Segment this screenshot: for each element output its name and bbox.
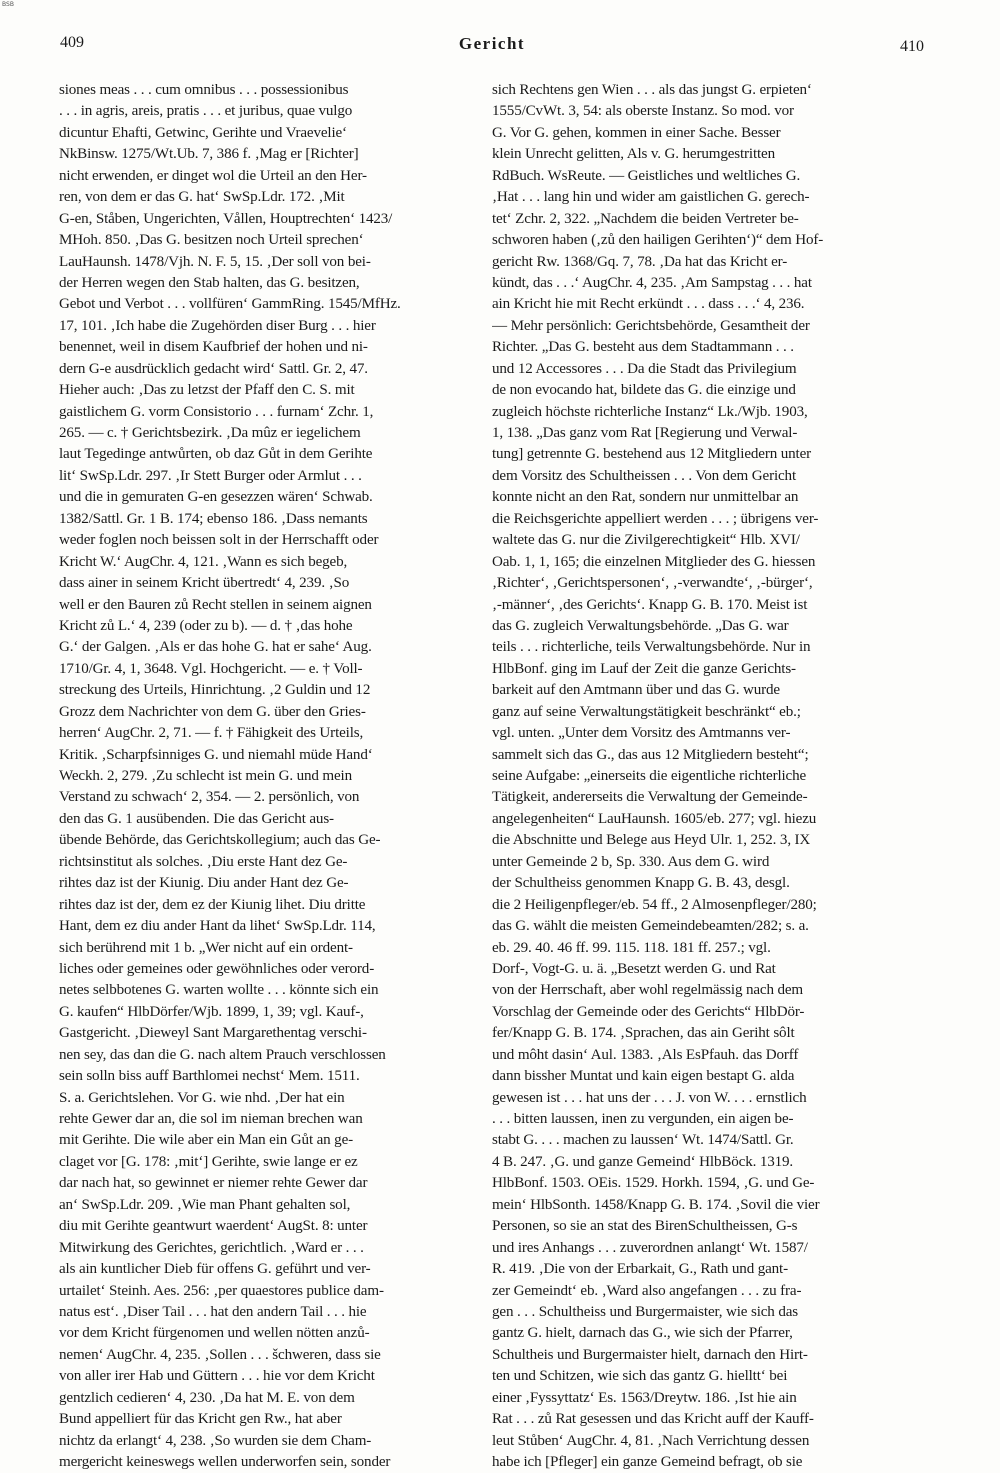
text-line: gentzlich cedieren‘ 4, 230. ‚Da hat M. E. von dem xyxy=(59,1389,355,1406)
text-line: als ain kuntlicher Dieb für offens G. geführt und ver- xyxy=(59,1261,371,1278)
text-line: Richter. „Das G. besteht aus dem Stadtammann . . . xyxy=(492,339,794,356)
text-line: Gebot und Verbot . . . vollfüren‘ GammRing. 1545/MfHz. xyxy=(59,296,401,313)
text-line: lit‘ SwSp.Ldr. 297. ‚Ir Stett Burger oder Armlut . . . xyxy=(59,467,362,484)
text-line: MHoh. 850. ‚Das G. besitzen noch Urteil sprechen‘ xyxy=(59,232,364,249)
text-line: de non evocando hat, bildete das G. die einzige und xyxy=(492,382,796,399)
text-line: die Reichsgerichte appelliert werden . . . ; übrigens ver- xyxy=(492,510,819,527)
text-line: ‚Hat . . . lang hin und wider am gaistlichen G. gerech- xyxy=(492,189,810,206)
text-line: Verstand zu schwach‘ 2, 354. — 2. persönlich, von xyxy=(59,789,360,806)
text-line: von der Herrschaft, aber wohl regelmässig nach dem xyxy=(492,982,804,999)
text-line: dar nach hat, so gewinnet er niemer rehte Gewer dar xyxy=(59,1175,368,1192)
right-column xyxy=(492,80,922,1473)
text-line: weder foglen noch beissen solt in der Herrschafft oder xyxy=(59,532,379,549)
text-line: 1555/CvWt. 3, 54: als oberste Instanz. So mod. vor xyxy=(492,103,794,120)
text-line: und die in gemuraten G-en gesezzen wären‘ Schwab. xyxy=(59,489,373,506)
text-line: und 12 Accessores . . . Da die Stadt das Privilegium xyxy=(492,360,797,377)
text-line: S. a. Gerichtslehen. Vor G. wie nhd. ‚Der hat ein xyxy=(59,1089,345,1106)
text-line: laut Tegedinge antwůrten, ob daz Gůt in dem Gerihte xyxy=(59,446,373,463)
text-line: kündt, das . . .‘ AugChr. 4, 235. ‚Am Sampstag . . . hat xyxy=(492,274,812,291)
text-line: gantz G. hielt, darnach das G., wie sich der Pfarrer, xyxy=(492,1325,793,1342)
text-line: unter Gemeinde 2 b, Sp. 330. Aus dem G. wird xyxy=(492,853,770,870)
text-line: vor dem Kricht fürgenomen und wellen nötten anzů- xyxy=(59,1325,370,1342)
text-line: dem Vorsitz des Schultheissen . . . Von dem Gericht xyxy=(492,467,796,484)
text-line: stabt G. . . . machen zu laussen‘ Wt. 1474/Sattl. Gr. xyxy=(492,1132,794,1149)
text-line: dann bissher Muntat und kain eigen bestapt G. alda xyxy=(492,1068,795,1085)
text-line: von aller irer Hab und Güttern . . . hie vor dem Kricht xyxy=(59,1368,375,1385)
text-line: 1, 138. „Das ganz vom Rat [Regierung und Verwal- xyxy=(492,425,798,441)
text-line: — Mehr persönlich: Gerichtsbehörde, Gesamtheit der xyxy=(492,317,810,334)
text-line: claget vor [G. 178: ‚mit‘] Gerihte, swie lange er ez xyxy=(59,1153,358,1170)
text-line: G. Vor G. gehen, kommen in einer Sache. Besser xyxy=(492,124,781,141)
text-line: dicuntur Ehafti, Getwinc, Gerihte und Vraevelie‘ xyxy=(59,124,347,141)
text-line: dass ainer in seinem Kricht übertredt‘ 4, 239. ‚So xyxy=(59,575,350,592)
page-header xyxy=(60,34,924,58)
text-line: vgl. unten. „Unter dem Vorsitz des Amtmanns ver- xyxy=(492,725,791,742)
text-line: Schultheis und Burgermaister hielt, darnach den Hirt- xyxy=(492,1346,808,1363)
text-line: Bund appelliert für das Kricht gen Rw., hat aber xyxy=(59,1411,342,1428)
text-line: und môht dasin‘ Aul. 1383. ‚Als EsPfauh. das Dorff xyxy=(492,1046,799,1063)
text-line: Kritik. ‚Scharpfsinniges G. und niemahl müde Hand‘ xyxy=(59,746,373,763)
text-line: Hieher auch: ‚Das zu letzst der Pfaff den C. S. mit xyxy=(59,382,355,399)
text-line: netes selbbotenes G. warten wollte . . . könnte sich ein xyxy=(59,982,379,999)
text-line: herren‘ AugChr. 2, 71. — f. † Fähigkeit des Urteils, xyxy=(59,725,364,742)
left-column xyxy=(59,80,479,1473)
text-line: NkBinsw. 1275/Wt.Ub. 7, 386 f. ‚Mag er [Richter] xyxy=(59,146,359,163)
text-line: 265. — c. † Gerichtsbezirk. ‚Da mûz er iegelichem xyxy=(59,425,361,441)
text-line: 1710/Gr. 4, 1, 3648. Vgl. Hochgericht. — e. † Voll- xyxy=(59,660,363,677)
text-line: Hant, dem ez diu ander Hant da lihet‘ SwSp.Ldr. 114, xyxy=(59,918,376,935)
text-line: Rat . . . zů Rat gesessen und das Kricht auff der Kauff- xyxy=(492,1411,814,1428)
text-line: nemen‘ AugChr. 4, 235. ‚Sollen . . . šchweren, dass sie xyxy=(59,1346,381,1363)
text-line: LauHaunsh. 1478/Vjh. N. F. 5, 15. ‚Der soll von bei- xyxy=(59,253,371,270)
text-line: ‚-männer‘, ‚des Gerichts‘. Knapp G. B. 170. Meist ist xyxy=(492,596,808,613)
text-line: Kricht zů L.‘ 4, 239 (oder zu b). — d. † ‚das hohe xyxy=(59,617,353,634)
text-line: nen sey, das dan die G. nach altem Prauch verschlossen xyxy=(59,1046,386,1063)
text-line: teils . . . richterliche, teils Verwaltungsbehörde. Nur in xyxy=(492,639,811,656)
library-stamp: BSB xyxy=(2,1,14,8)
page-number-right: 410 xyxy=(900,38,924,55)
text-line: diu mit Gerihte geantwurt waerdent‘ AugSt. 8: unter xyxy=(59,1218,368,1235)
text-line: dern G-e ausdrücklich gedacht wird‘ Sattl. Gr. 2, 47. xyxy=(59,360,368,377)
text-line: die Abschnitte und Belege aus Heyd Ulr. 1, 252. 3, IX xyxy=(492,832,811,849)
text-line: G.‘ der Galgen. ‚Als er das hohe G. hat er sahe‘ Aug. xyxy=(59,639,372,656)
text-line: 1382/Sattl. Gr. 1 B. 174; ebenso 186. ‚Dass nemants xyxy=(59,510,368,527)
text-line: gen . . . Schultheiss und Burgermaister, wie sich das xyxy=(492,1303,798,1320)
text-line: Oab. 1, 1, 165; die einzelnen Mitglieder des G. hiessen xyxy=(492,553,816,570)
text-line: HlbBonf. 1503. OEis. 1529. Horkh. 1594, ‚G. und Ge- xyxy=(492,1175,815,1192)
text-line: sammelt sich das G., das aus 12 Mitgliedern besteht“; xyxy=(492,746,809,763)
text-line: barkeit auf den Amtmann über und das G. wurde xyxy=(492,682,780,699)
text-line: das G. wählt die meisten Gemeindebeamten/282; s. a. xyxy=(492,918,809,935)
text-line: mergericht keineswegs wellen underworfen sein, sonder xyxy=(59,1454,391,1470)
text-line: urtailet‘ Steinh. Aes. 256: ‚per quaestores publice dam- xyxy=(59,1282,384,1299)
text-line: einer ‚Fyssyttatz‘ Es. 1563/Dreytw. 186. ‚Ist hie ain xyxy=(492,1389,797,1406)
text-line: Mitwirkung des Gerichtes, gerichtlich. ‚Ward er . . . xyxy=(59,1239,364,1256)
text-line: angelegenheiten“ LauHaunsh. 1605/eb. 277; vgl. hiezu xyxy=(492,810,817,827)
text-line: Gastgericht. ‚Dieweyl Sant Margarethentag verschi- xyxy=(59,1025,367,1042)
text-line: die 2 Heiligenpfleger/eb. 54 ff., 2 Almosenpfleger/280; xyxy=(492,896,817,913)
text-line: Weckh. 2, 279. ‚Zu schlecht ist mein G. und mein xyxy=(59,768,352,784)
text-line: Dorf-, Vogt-G. u. ä. „Besetzt werden G. und Rat xyxy=(492,960,776,977)
text-line: tung] getrennte G. bestehend aus 12 Mitgliedern unter xyxy=(492,446,811,463)
text-line: Tätigkeit, andererseits die Verwaltung der Gemeinde- xyxy=(492,789,808,806)
text-line: und ires Anhangs . . . zuverordnen anlangt‘ Wt. 1587/ xyxy=(492,1239,808,1256)
text-line: 17, 101. ‚Ich habe die Zugehörden diser Burg . . . hier xyxy=(59,317,376,334)
text-line: rihtes daz ist der Kiunig. Diu ander Hant dez Ge- xyxy=(59,875,349,892)
text-line: leut Stůben‘ AugChr. 4, 81. ‚Nach Verrichtung dessen xyxy=(492,1432,810,1449)
text-line: . . . in agris, areis, pratis . . . et juribus, quae vulgo xyxy=(59,103,353,120)
text-line: konnte nicht an den Rat, sondern nur unmittelbar an xyxy=(492,489,799,506)
text-line: RdBuch. WsReute. — Geistliches und weltliches G. xyxy=(492,167,801,184)
text-line: well er den Bauren zů Recht stellen in seinem aignen xyxy=(59,596,372,613)
text-line: fer/Knapp G. B. 174. ‚Sprachen, das ain Geriht sôlt xyxy=(492,1025,795,1042)
text-line: rihtes daz ist der, dem ez der Kiunig lihet. Diu dritte xyxy=(59,896,366,913)
text-line: richtsinstitut als solches. ‚Diu erste Hant dez Ge- xyxy=(59,853,348,870)
text-line: zugleich höchste richterliche Instanz“ Lk./Wjb. 1903, xyxy=(492,403,808,420)
text-line: an‘ SwSp.Ldr. 209. ‚Wie man Phant gehalten sol, xyxy=(59,1196,351,1213)
text-line: den das G. 1 ausübenden. Die das Gericht aus- xyxy=(59,810,334,827)
text-line: waltete das G. nur die Zivilgerechtigkeit“ Hlb. XVI/ xyxy=(492,532,800,549)
text-line: gaistlichem G. vorm Consistorio . . . furnam‘ Zchr. 1, xyxy=(59,403,374,420)
text-line: seine Aufgabe: „einerseits die eigentliche richterliche xyxy=(492,768,807,784)
text-line: sich Rechtens gen Wien . . . als das jungst G. erpieten‘ xyxy=(492,82,812,98)
text-line: Personen, so sie an stat des BirenSchultheissen, G-s xyxy=(492,1218,798,1235)
text-line: . . . bitten laussen, inen zu vergunden, ein aigen be- xyxy=(492,1111,794,1127)
text-line: ‚Richter‘, ‚Gerichtspersonen‘, ‚-verwandte‘, ‚-bürger‘, xyxy=(492,575,813,592)
text-line: sich berührend mit 1 b. „Wer nicht auf ein ordent- xyxy=(59,939,353,956)
text-line: mit Gerihte. Die wile aber ein Man ein Gůt an ge- xyxy=(59,1132,354,1149)
text-line: G. kaufen“ HlbDörfer/Wjb. 1899, 1, 39; vgl. Kauf-, xyxy=(59,1003,364,1020)
text-line: Grozz dem Nachrichter von dem G. über den Gries- xyxy=(59,703,366,720)
text-line: liches oder gemeines oder gewöhnliches oder verord- xyxy=(59,960,375,977)
text-line: ganz auf seine Verwaltungstätigkeit beschränkt“ eb.; xyxy=(492,703,801,720)
text-line: ten und Schitzen, wie sich das gantz G. hielltt‘ bei xyxy=(492,1368,788,1385)
text-line: streckung des Urteils, Hinrichtung. ‚2 Guldin und 12 xyxy=(59,682,371,699)
text-line: tet‘ Zchr. 2, 322. „Nachdem die beiden Vertreter be- xyxy=(492,210,799,227)
page-number-left: 409 xyxy=(60,34,84,51)
text-line: siones meas . . . cum omnibus . . . possessionibus xyxy=(59,82,349,98)
text-line: G-en, Ståben, Ungerichten, Vållen, Houptrechten‘ 1423/ xyxy=(59,210,393,227)
text-line: gewesen ist . . . hat uns der . . . J. von W. . . . ernstlich xyxy=(492,1089,807,1106)
text-line: ain Kricht hie mit Recht erkündt . . . dass . . .‘ 4, 236. xyxy=(492,296,805,313)
text-line: nicht erwenden, er dinget wol die Urteil an den Her- xyxy=(59,167,367,184)
text-line: Kricht W.‘ AugChr. 4, 121. ‚Wann es sich begeb, xyxy=(59,553,348,570)
text-line: gericht Rw. 1368/Gq. 7, 78. ‚Da hat das Kricht er- xyxy=(492,253,788,270)
text-line: eb. 29. 40. 46 ff. 99. 115. 118. 181 ff. 257.; vgl. xyxy=(492,939,771,956)
text-line: habe ich [Pfleger] ein ganze Gemeind befragt, ob sie xyxy=(492,1454,803,1470)
running-title: Gericht xyxy=(458,34,526,53)
text-line: 4 B. 247. ‚G. und ganze Gemeind‘ HlbBöck. 1319. xyxy=(492,1153,794,1170)
text-line: benennet, weil in disem Kaufbrief der hohen und ni- xyxy=(59,339,368,356)
text-line: rehte Gewer dar an, die sol im nieman brechen wan xyxy=(59,1111,363,1127)
text-line: übende Behörde, das Gerichtskollegium; auch das Ge- xyxy=(59,832,381,849)
text-line: zer Gemeindt‘ eb. ‚Ward also angefangen . . . zu fra- xyxy=(492,1282,802,1299)
text-line: der Schultheiss genommen Knapp G. B. 43, desgl. xyxy=(492,875,790,892)
text-line: klein Unrecht gelitten, Als v. G. herumgestritten xyxy=(492,146,775,163)
text-line: der Herren wegen den Stab halten, das G. besitzen, xyxy=(59,274,360,291)
text-line: nichtz da erlangt‘ 4, 238. ‚So wurden sie dem Cham- xyxy=(59,1432,372,1449)
text-line: HlbBonf. ging im Lauf der Zeit die ganze Gerichts- xyxy=(492,660,796,677)
text-line: ren, von dem er das G. hat‘ SwSp.Ldr. 172. ‚Mit xyxy=(59,189,345,206)
text-line: sein solln biss auff Barthlomei nechst‘ Mem. 1511. xyxy=(59,1068,360,1085)
text-line: natus est‘. ‚Diser Tail . . . hat den andern Tail . . . hie xyxy=(59,1303,367,1320)
text-line: Vorschlag der Gemeinde oder des Gerichts“ HlbDör- xyxy=(492,1003,805,1020)
text-line: das G. zugleich Verwaltungsbehörde. „Das G. war xyxy=(492,617,789,634)
text-line: R. 419. ‚Die von der Erbarkait, G., Rath und gant- xyxy=(492,1261,788,1278)
text-line: mein‘ HlbSonth. 1458/Knapp G. B. 174. ‚Sovil die vier xyxy=(492,1196,820,1213)
text-line: schworen haben (‚zů den hailigen Gerihten‘)“ dem Hof- xyxy=(492,232,824,249)
